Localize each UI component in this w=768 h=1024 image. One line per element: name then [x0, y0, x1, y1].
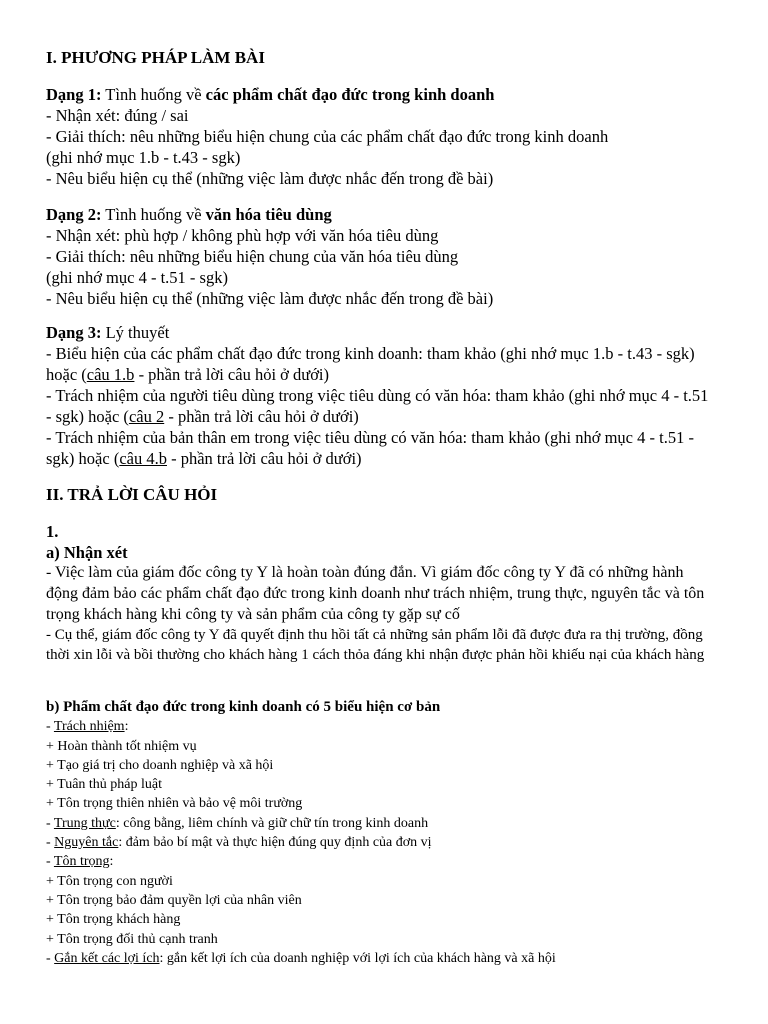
section-1-title: I. PHƯƠNG PHÁP LÀM BÀI: [46, 48, 265, 67]
dang-2-topic: văn hóa tiêu dùng: [205, 205, 332, 224]
list-item: + Tôn trọng đối thủ cạnh tranh: [46, 931, 218, 947]
dang-2-line: (ghi nhớ mục 4 - t.51 - sgk): [46, 268, 228, 287]
quality-gan-ket: - Gắn kết các lợi ích: gắn kết lợi ích của doanh nghiệp với lợi ích của khách hàng và xã hội: [46, 950, 556, 966]
dang-2-line: - Nêu biểu hiện cụ thể (những việc làm được nhắc đến trong đề bài): [46, 289, 494, 308]
list-item: + Tôn trọng bảo đảm quyền lợi của nhân viên: [46, 892, 302, 908]
dang-3-item: - Trách nhiệm của người tiêu dùng trong việc tiêu dùng có văn hóa: tham khảo (ghi nhớ mục 4 - t.51 - sgk) hoặc (câu 2 - phần trả lời câu hỏi ở dưới): [46, 386, 709, 426]
list-item: + Tạo giá trị cho doanh nghiệp và xã hội: [46, 757, 274, 773]
dang-1-line: - Giải thích: nêu những biểu hiện chung của các phẩm chất đạo đức trong kinh doanh: [46, 127, 609, 146]
dang-3-label: Dạng 3:: [46, 323, 102, 342]
answer-link-4b[interactable]: câu 4.b: [119, 449, 167, 468]
part-a-heading: a) Nhận xét: [46, 543, 128, 562]
dang-3-intro: Lý thuyết: [101, 323, 170, 342]
list-item: + Tuân thủ pháp luật: [46, 777, 163, 793]
dang-1-line: - Nêu biểu hiện cụ thể (những việc làm được nhắc đến trong đề bài): [46, 169, 494, 188]
dang-2-heading: [46, 204, 718, 225]
dang-3-item: - Biểu hiện của các phẩm chất đạo đức trong kinh doanh: tham khảo (ghi nhớ mục 1.b - t.43 - sgk) hoặc (câu 1.b - phần trả lời câu hỏi ở dưới): [46, 344, 695, 384]
part-b-block: [46, 698, 718, 968]
list-item: + Hoàn thành tốt nhiệm vụ: [46, 738, 197, 754]
section-2-title: II. TRẢ LỜI CÂU HỎI: [46, 485, 218, 504]
dang-2-line: - Giải thích: nêu những biểu hiện chung của văn hóa tiêu dùng: [46, 247, 459, 266]
part-b-heading: b) Phẩm chất đạo đức trong kinh doanh có 5 biểu hiện cơ bản: [46, 699, 441, 715]
dang-3-block: [46, 322, 718, 469]
dang-3-item: - Trách nhiệm của bản thân em trong việc tiêu dùng có văn hóa: tham khảo (ghi nhớ mục 4 - t.51 - sgk) hoặc (câu 4.b - phần trả lời câu hỏi ở dưới): [46, 428, 694, 468]
list-item: + Tôn trọng con người: [46, 873, 173, 889]
part-a-paragraph-2: - Cụ thể, giám đốc công ty Y đã quyết định thu hồi tất cả những sản phẩm lỗi đã được đưa ra thị trường, đồng thời xin lỗi và bồi thường cho khách hàng 1 cách thỏa đáng khi nhận được phản hồi khiếu nại của khách hàng: [46, 627, 705, 663]
quality-nguyen-tac: - Nguyên tắc: đảm bảo bí mật và thực hiện đúng quy định của đơn vị: [46, 835, 432, 851]
part-a-paragraph-1: - Việc làm của giám đốc công ty Y là hoàn toàn đúng đắn. Vì giám đốc công ty Y đã có những hành động đảm bảo các phẩm chất đạo đức trong kinh doanh như trách nhiệm, trung thực, nguyên tắc và tôn trọng khách hàng khi công ty và sản phẩm của công ty gặp sự cố: [46, 564, 705, 623]
dang-2-line: - Nhận xét: phù hợp / không phù hợp với văn hóa tiêu dùng: [46, 226, 439, 245]
quality-ton-trong: - Tôn trọng:: [46, 854, 114, 870]
answer-link-2[interactable]: câu 2: [128, 407, 165, 426]
dang-1-topic: các phẩm chất đạo đức trong kinh doanh: [205, 85, 495, 104]
dang-1-block: [46, 84, 718, 189]
list-item: + Tôn trọng thiên nhiên và bảo vệ môi trường: [46, 796, 303, 812]
dang-1-line: (ghi nhớ mục 1.b - t.43 - sgk): [46, 148, 241, 167]
dang-2-block: [46, 204, 718, 309]
dang-3-heading: [46, 322, 718, 343]
quality-trach-nhiem: - Trách nhiệm:: [46, 719, 129, 735]
dang-2-intro: Tình huống về: [101, 205, 206, 224]
answer-link-1b[interactable]: câu 1.b: [86, 365, 135, 384]
dang-1-intro: Tình huống về: [101, 85, 206, 104]
dang-1-line: - Nhận xét: đúng / sai: [46, 106, 189, 125]
list-item: + Tôn trọng khách hàng: [46, 912, 181, 928]
dang-1-heading: [46, 84, 718, 105]
question-number: 1.: [46, 522, 59, 541]
dang-2-label: Dạng 2:: [46, 205, 102, 224]
question-1-block: [46, 521, 718, 563]
dang-1-label: Dạng 1:: [46, 85, 102, 104]
quality-trung-thuc: - Trung thực: công bằng, liêm chính và giữ chữ tín trong kinh doanh: [46, 815, 429, 831]
